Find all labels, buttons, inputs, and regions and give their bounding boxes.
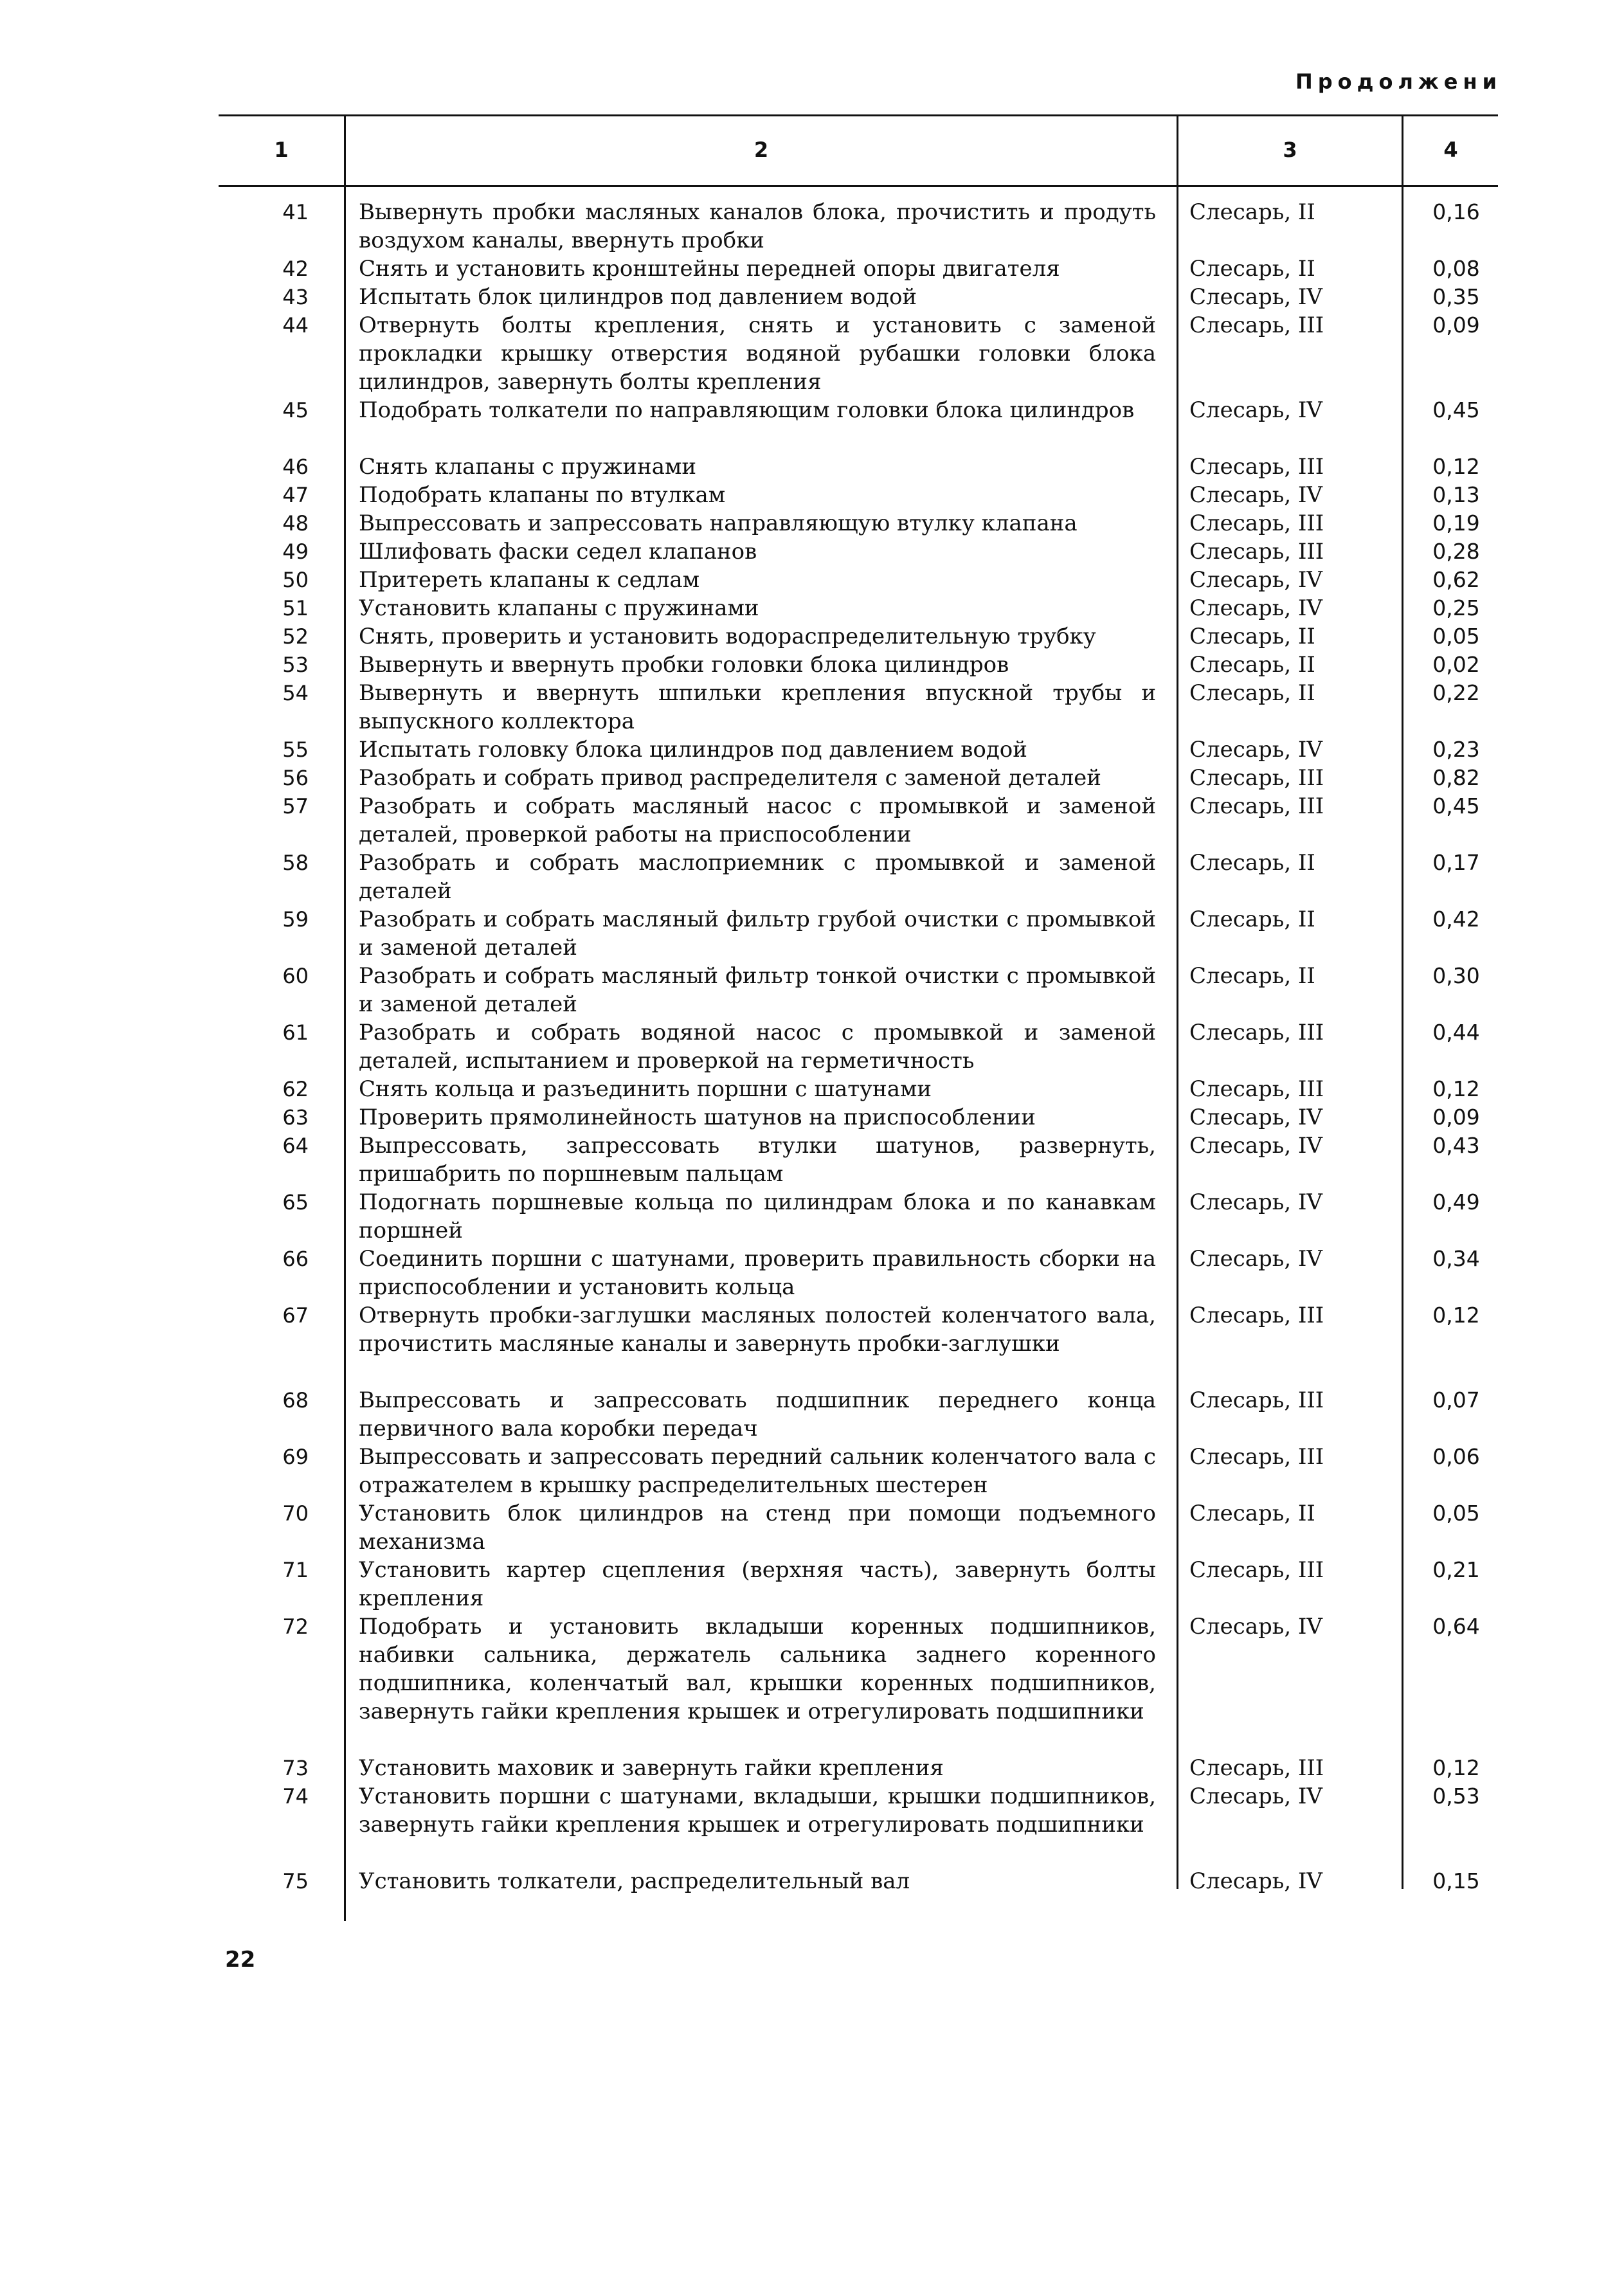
time-norm: 0,25: [1432, 595, 1480, 620]
row-number: 68: [282, 1388, 309, 1413]
table-row: [219, 849, 1498, 905]
operation-text: Разобрать и собрать маслоприемник с промывкой и заменой деталей: [359, 850, 1156, 904]
worker-grade: Слесарь, IV: [1189, 1105, 1322, 1130]
row-number: 70: [282, 1501, 309, 1526]
time-norm: 0,12: [1432, 1303, 1480, 1328]
row-number: 71: [282, 1558, 309, 1582]
worker-grade: Слесарь, III: [1189, 1755, 1324, 1781]
time-norm: 0,82: [1432, 765, 1480, 790]
time-norm: 0,15: [1432, 1868, 1480, 1893]
table-row: [219, 481, 1498, 509]
operation-text: Снять кольца и разъединить поршни с шатунами: [359, 1076, 932, 1102]
time-norm: 0,08: [1432, 256, 1480, 281]
worker-grade: Слесарь, III: [1189, 1076, 1324, 1102]
time-norm: 0,53: [1432, 1784, 1480, 1809]
time-norm: 0,35: [1432, 284, 1480, 309]
time-norm: 0,12: [1432, 454, 1480, 479]
worker-grade: Слесарь, II: [1189, 907, 1315, 932]
table-row: [219, 1754, 1498, 1782]
row-number: 69: [282, 1445, 309, 1469]
table-row: [219, 1499, 1498, 1556]
table-row: [219, 453, 1498, 481]
row-number: 66: [282, 1247, 309, 1271]
operation-text: Установить толкатели, распределительный вал: [359, 1868, 910, 1894]
worker-grade: Слесарь, III: [1189, 454, 1324, 480]
row-number: 61: [282, 1020, 309, 1045]
worker-grade: Слесарь, III: [1189, 312, 1324, 338]
row-number: 63: [282, 1105, 309, 1130]
time-norm: 0,17: [1432, 850, 1480, 875]
worker-grade: Слесарь, III: [1189, 1303, 1324, 1328]
worker-grade: Слесарь, IV: [1189, 1784, 1322, 1809]
time-norm: 0,06: [1432, 1444, 1480, 1469]
worker-grade: Слесарь, IV: [1189, 737, 1322, 763]
header-bottom-rule: [219, 185, 1498, 187]
operation-text: Установить картер сцепления (верхняя часть), завернуть болты крепления: [359, 1557, 1156, 1611]
time-norm: 0,05: [1432, 1501, 1480, 1526]
continuation-label: Продолжени: [1295, 69, 1502, 94]
row-number: 57: [282, 794, 309, 818]
worker-grade: Слесарь, IV: [1189, 1189, 1322, 1215]
time-norm: 0,42: [1432, 907, 1480, 932]
time-norm: 0,28: [1432, 539, 1480, 564]
time-norm: 0,07: [1432, 1387, 1480, 1413]
table-row: [219, 594, 1498, 622]
table-row: [219, 651, 1498, 679]
worker-grade: Слесарь, III: [1189, 1387, 1324, 1413]
operation-text: Испытать головку блока цилиндров под давлением водой: [359, 737, 1027, 763]
operation-text: Установить маховик и завернуть гайки крепления: [359, 1755, 944, 1781]
table-row: [219, 396, 1498, 453]
table-row: [219, 509, 1498, 537]
page-number: 22: [225, 1947, 256, 1973]
row-number: 56: [282, 766, 309, 790]
table-row: [219, 736, 1498, 764]
row-number: 43: [282, 285, 309, 309]
worker-grade: Слесарь, IV: [1189, 1614, 1322, 1639]
operation-text: Снять и установить кронштейны передней опоры двигателя: [359, 256, 1060, 282]
worker-grade: Слесарь, II: [1189, 624, 1315, 649]
row-number: 45: [282, 398, 309, 422]
row-number: 47: [282, 483, 309, 507]
table-row: [219, 1188, 1498, 1245]
row-number: 41: [282, 200, 309, 224]
worker-grade: Слесарь, III: [1189, 793, 1324, 819]
table-row: [219, 537, 1498, 566]
row-number: 55: [282, 737, 309, 762]
operation-text: Выпрессовать и запрессовать подшипник переднего конца первичного вала коробки передач: [359, 1387, 1156, 1441]
worker-grade: Слесарь, III: [1189, 539, 1324, 564]
table-row: [219, 1018, 1498, 1075]
header-col-4: 4: [1443, 138, 1458, 162]
operation-text: Выпрессовать и запрессовать передний сальник коленчатого вала с отражателем в крышку распределительных шестерен: [359, 1444, 1156, 1498]
time-norm: 0,43: [1432, 1133, 1480, 1158]
worker-grade: Слесарь, III: [1189, 1020, 1324, 1045]
table-row: [219, 1443, 1498, 1499]
row-number: 60: [282, 964, 309, 988]
worker-grade: Слесарь, II: [1189, 963, 1315, 989]
operation-text: Выпрессовать, запрессовать втулки шатунов, развернуть, пришабрить по поршневым пальцам: [359, 1133, 1156, 1187]
operation-text: Соединить поршни с шатунами, проверить правильность сборки на приспособлении и установить кольца: [359, 1246, 1156, 1300]
table-row: [219, 255, 1498, 283]
worker-grade: Слесарь, III: [1189, 1557, 1324, 1583]
time-norm: 0,30: [1432, 963, 1480, 988]
worker-grade: Слесарь, III: [1189, 1444, 1324, 1470]
table-row: [219, 1782, 1498, 1867]
operation-text: Подобрать и установить вкладыши коренных подшипников, набивки сальника, держатель сальника заднего коренного подшипника, коленчатый вал, крышки коренных подшипников, завернуть гайки крепления крышек и отрегулировать подшипники: [359, 1614, 1156, 1724]
row-number: 65: [282, 1190, 309, 1215]
table-row: [219, 1132, 1498, 1188]
table-row: [219, 962, 1498, 1018]
table-row: [219, 1075, 1498, 1103]
operation-text: Притереть клапаны к седлам: [359, 567, 700, 593]
operation-text: Отвернуть пробки-заглушки масляных полостей коленчатого вала, прочистить масляные каналы и завернуть пробки-заглушки: [359, 1303, 1156, 1357]
row-number: 64: [282, 1133, 309, 1158]
row-number: 54: [282, 681, 309, 705]
table-row: [219, 1386, 1498, 1443]
row-number: 48: [282, 511, 309, 536]
row-number: 46: [282, 455, 309, 479]
worker-grade: Слесарь, IV: [1189, 567, 1322, 593]
table-body: [219, 198, 1498, 1895]
table-row: [219, 1103, 1498, 1132]
time-norm: 0,09: [1432, 1105, 1480, 1130]
operation-text: Вывернуть пробки масляных каналов блока, прочистить и продуть воздухом каналы, ввернуть пробки: [359, 199, 1156, 253]
worker-grade: Слесарь, II: [1189, 1501, 1315, 1526]
operation-text: Разобрать и собрать масляный фильтр тонкой очистки с промывкой и заменой деталей: [359, 963, 1156, 1017]
time-norm: 0,45: [1432, 793, 1480, 818]
row-number: 75: [282, 1869, 309, 1893]
operation-text: Отвернуть болты крепления, снять и установить с заменой прокладки крышку отверстия водяной рубашки головки блока цилиндров, завернуть болты крепления: [359, 312, 1156, 395]
operation-text: Разобрать и собрать масляный насос с промывкой и заменой деталей, проверкой работы на приспособлении: [359, 793, 1156, 847]
table-row: [219, 1301, 1498, 1386]
row-number: 49: [282, 539, 309, 564]
table-row: [219, 566, 1498, 594]
table-row: [219, 679, 1498, 736]
worker-grade: Слесарь, II: [1189, 680, 1315, 706]
worker-grade: Слесарь, IV: [1189, 284, 1322, 310]
worker-grade: Слесарь, II: [1189, 652, 1315, 678]
table-row: [219, 622, 1498, 651]
row-number: 67: [282, 1303, 309, 1328]
row-number: 44: [282, 313, 309, 338]
operation-text: Подобрать толкатели по направляющим головки блока цилиндров: [359, 397, 1135, 423]
time-norm: 0,34: [1432, 1246, 1480, 1271]
operation-text: Установить клапаны с пружинами: [359, 595, 759, 621]
time-norm: 0,12: [1432, 1755, 1480, 1780]
time-norm: 0,05: [1432, 624, 1480, 649]
time-norm: 0,44: [1432, 1020, 1480, 1045]
row-number: 51: [282, 596, 309, 620]
operation-text: Снять клапаны с пружинами: [359, 454, 697, 480]
operation-text: Вывернуть и ввернуть пробки головки блока цилиндров: [359, 652, 1009, 678]
time-norm: 0,09: [1432, 312, 1480, 338]
table-row: [219, 1245, 1498, 1301]
row-number: 59: [282, 907, 309, 932]
time-norm: 0,23: [1432, 737, 1480, 762]
time-norm: 0,02: [1432, 652, 1480, 677]
worker-grade: Слесарь, II: [1189, 256, 1315, 282]
row-number: 72: [282, 1614, 309, 1639]
worker-grade: Слесарь, IV: [1189, 482, 1322, 508]
table-row: [219, 1867, 1498, 1895]
time-norm: 0,45: [1432, 397, 1480, 422]
table-row: [219, 283, 1498, 311]
operation-text: Разобрать и собрать водяной насос с промывкой и заменой деталей, испытанием и проверкой на герметичность: [359, 1020, 1156, 1074]
row-number: 50: [282, 568, 309, 592]
worker-grade: Слесарь, IV: [1189, 595, 1322, 621]
time-norm: 0,13: [1432, 482, 1480, 507]
row-number: 52: [282, 624, 309, 649]
operation-text: Разобрать и собрать масляный фильтр грубой очистки с промывкой и заменой деталей: [359, 907, 1156, 961]
worker-grade: Слесарь, II: [1189, 850, 1315, 876]
time-norm: 0,62: [1432, 567, 1480, 592]
time-norm: 0,22: [1432, 680, 1480, 705]
worker-grade: Слесарь, III: [1189, 510, 1324, 536]
operation-text: Разобрать и собрать привод распределителя с заменой деталей: [359, 765, 1101, 791]
table-row: [219, 764, 1498, 792]
table-row: [219, 1556, 1498, 1612]
row-number: 53: [282, 653, 309, 677]
time-norm: 0,21: [1432, 1557, 1480, 1582]
time-norm: 0,19: [1432, 510, 1480, 536]
time-norm: 0,49: [1432, 1189, 1480, 1215]
operation-text: Подобрать клапаны по втулкам: [359, 482, 726, 508]
worker-grade: Слесарь, III: [1189, 765, 1324, 791]
time-norm: 0,12: [1432, 1076, 1480, 1101]
table-row: [219, 1612, 1498, 1754]
table-row: [219, 198, 1498, 255]
table-row: [219, 311, 1498, 396]
worker-grade: Слесарь, IV: [1189, 1246, 1322, 1272]
operation-text: Снять, проверить и установить водораспределительную трубку: [359, 624, 1096, 649]
operation-text: Установить блок цилиндров на стенд при помощи подъемного механизма: [359, 1501, 1156, 1555]
row-number: 73: [282, 1756, 309, 1780]
operation-text: Проверить прямолинейность шатунов на приспособлении: [359, 1105, 1036, 1130]
row-number: 42: [282, 257, 309, 281]
time-norm: 0,16: [1432, 199, 1480, 224]
worker-grade: Слесарь, IV: [1189, 1133, 1322, 1159]
header-col-2: 2: [753, 138, 769, 162]
table-row: [219, 792, 1498, 849]
worker-grade: Слесарь, II: [1189, 199, 1315, 225]
operation-text: Вывернуть и ввернуть шпильки крепления впускной трубы и выпускного коллектора: [359, 680, 1156, 734]
header-col-1: 1: [274, 138, 289, 162]
operation-text: Выпрессовать и запрессовать направляющую втулку клапана: [359, 510, 1078, 536]
worker-grade: Слесарь, IV: [1189, 397, 1322, 423]
operation-text: Подогнать поршневые кольца по цилиндрам блока и по канавкам поршней: [359, 1189, 1156, 1243]
worker-grade: Слесарь, IV: [1189, 1868, 1322, 1894]
row-number: 62: [282, 1077, 309, 1101]
row-number: 58: [282, 851, 309, 875]
operation-text: Испытать блок цилиндров под давлением водой: [359, 284, 917, 310]
time-norm: 0,64: [1432, 1614, 1480, 1639]
table-row: [219, 905, 1498, 962]
row-number: 74: [282, 1784, 309, 1809]
header-col-3: 3: [1283, 138, 1297, 162]
operation-text: Установить поршни с шатунами, вкладыши, крышки подшипников, завернуть гайки крепления крышек и отрегулировать подшипники: [359, 1784, 1156, 1838]
operation-text: Шлифовать фаски седел клапанов: [359, 539, 757, 564]
